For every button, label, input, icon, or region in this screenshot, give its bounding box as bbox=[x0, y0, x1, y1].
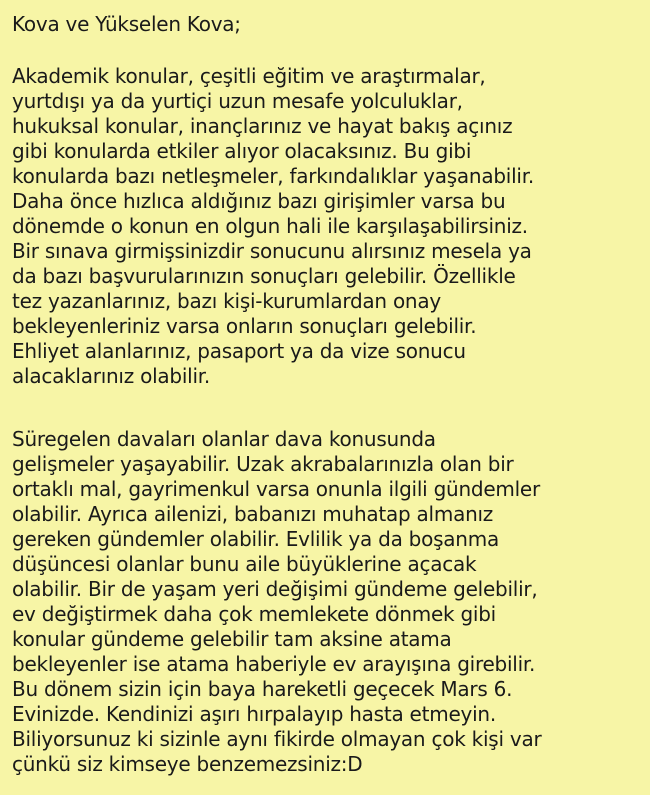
paragraph-1 bbox=[12, 64, 534, 389]
paragraph-line: Süregelen davaları olanlar dava konusunda bbox=[12, 427, 436, 451]
paragraph-line: da bazı başvurularınızın sonuçları gelebilir. Özellikle bbox=[12, 264, 516, 288]
paragraph-line: gereken gündemler olabilir. Evlilik ya da boşanma bbox=[12, 527, 499, 551]
paragraph-line: dönemde o konun en olgun hali ile karşılaşabilirsiniz. bbox=[12, 214, 528, 238]
paragraph-line: gelişmeler yaşayabilir. Uzak akrabalarınızla olan bir bbox=[12, 452, 514, 476]
paragraph-line: olabilir. Bir de yaşam yeri değişimi gündeme gelebilir, bbox=[12, 577, 538, 601]
paragraph-line: alacaklarınız olabilir. bbox=[12, 364, 210, 388]
paragraph-line: Daha önce hızlıca aldığınız bazı girişimler varsa bu bbox=[12, 189, 506, 213]
paragraph-line: konular gündeme gelebilir tam aksine atama bbox=[12, 627, 452, 651]
paragraph-line: Ehliyet alanlarınız, pasaport ya da vize sonucu bbox=[12, 339, 466, 363]
paragraph-line: ortaklı mal, gayrimenkul varsa onunla ilgili gündemler bbox=[12, 477, 540, 501]
paragraph-line: çünkü siz kimseye benzemezsiniz:D bbox=[12, 752, 363, 776]
paragraph-line: Bu dönem sizin için baya hareketli geçecek Mars 6. bbox=[12, 677, 513, 701]
paragraph-2 bbox=[12, 427, 541, 777]
paragraph-line: gibi konularda etkiler alıyor olacaksınız. Bu gibi bbox=[12, 139, 472, 163]
paragraph-line: Bir sınava girmişsinizdir sonucunu alırsınız mesela ya bbox=[12, 239, 532, 263]
paragraph-line: ev değiştirmek daha çok memlekete dönmek gibi bbox=[12, 602, 496, 626]
paragraph-line: yurtdışı ya da yurtiçi uzun mesafe yolculuklar, bbox=[12, 89, 463, 113]
paragraph-line: olabilir. Ayrıca ailenizi, babanızı muhatap almanız bbox=[12, 502, 494, 526]
paragraph-line: Evinizde. Kendinizi aşırı hırpalayıp hasta etmeyin. bbox=[12, 702, 496, 726]
paragraph-line: tez yazanlarınız, bazı kişi-kurumlardan onay bbox=[12, 289, 441, 313]
paragraph-line: Biliyorsunuz ki sizinle aynı fikirde olmayan çok kişi var bbox=[12, 727, 542, 751]
paragraph-line: bekleyenler ise atama haberiyle ev arayışına girebilir. bbox=[12, 652, 536, 676]
paragraph-line: bekleyenleriniz varsa onların sonuçları gelebilir. bbox=[12, 314, 477, 338]
paragraph-line: konularda bazı netleşmeler, farkındalıklar yaşanabilir. bbox=[12, 164, 534, 188]
paragraph-line: Akademik konular, çeşitli eğitim ve araştırmalar, bbox=[12, 64, 486, 88]
paragraph-line: düşüncesi olanlar bunu aile büyüklerine açacak bbox=[12, 552, 477, 576]
document-heading: Kova ve Yükselen Kova; bbox=[12, 12, 241, 36]
paragraph-line: hukuksal konular, inançlarınız ve hayat bakış açınız bbox=[12, 114, 513, 138]
